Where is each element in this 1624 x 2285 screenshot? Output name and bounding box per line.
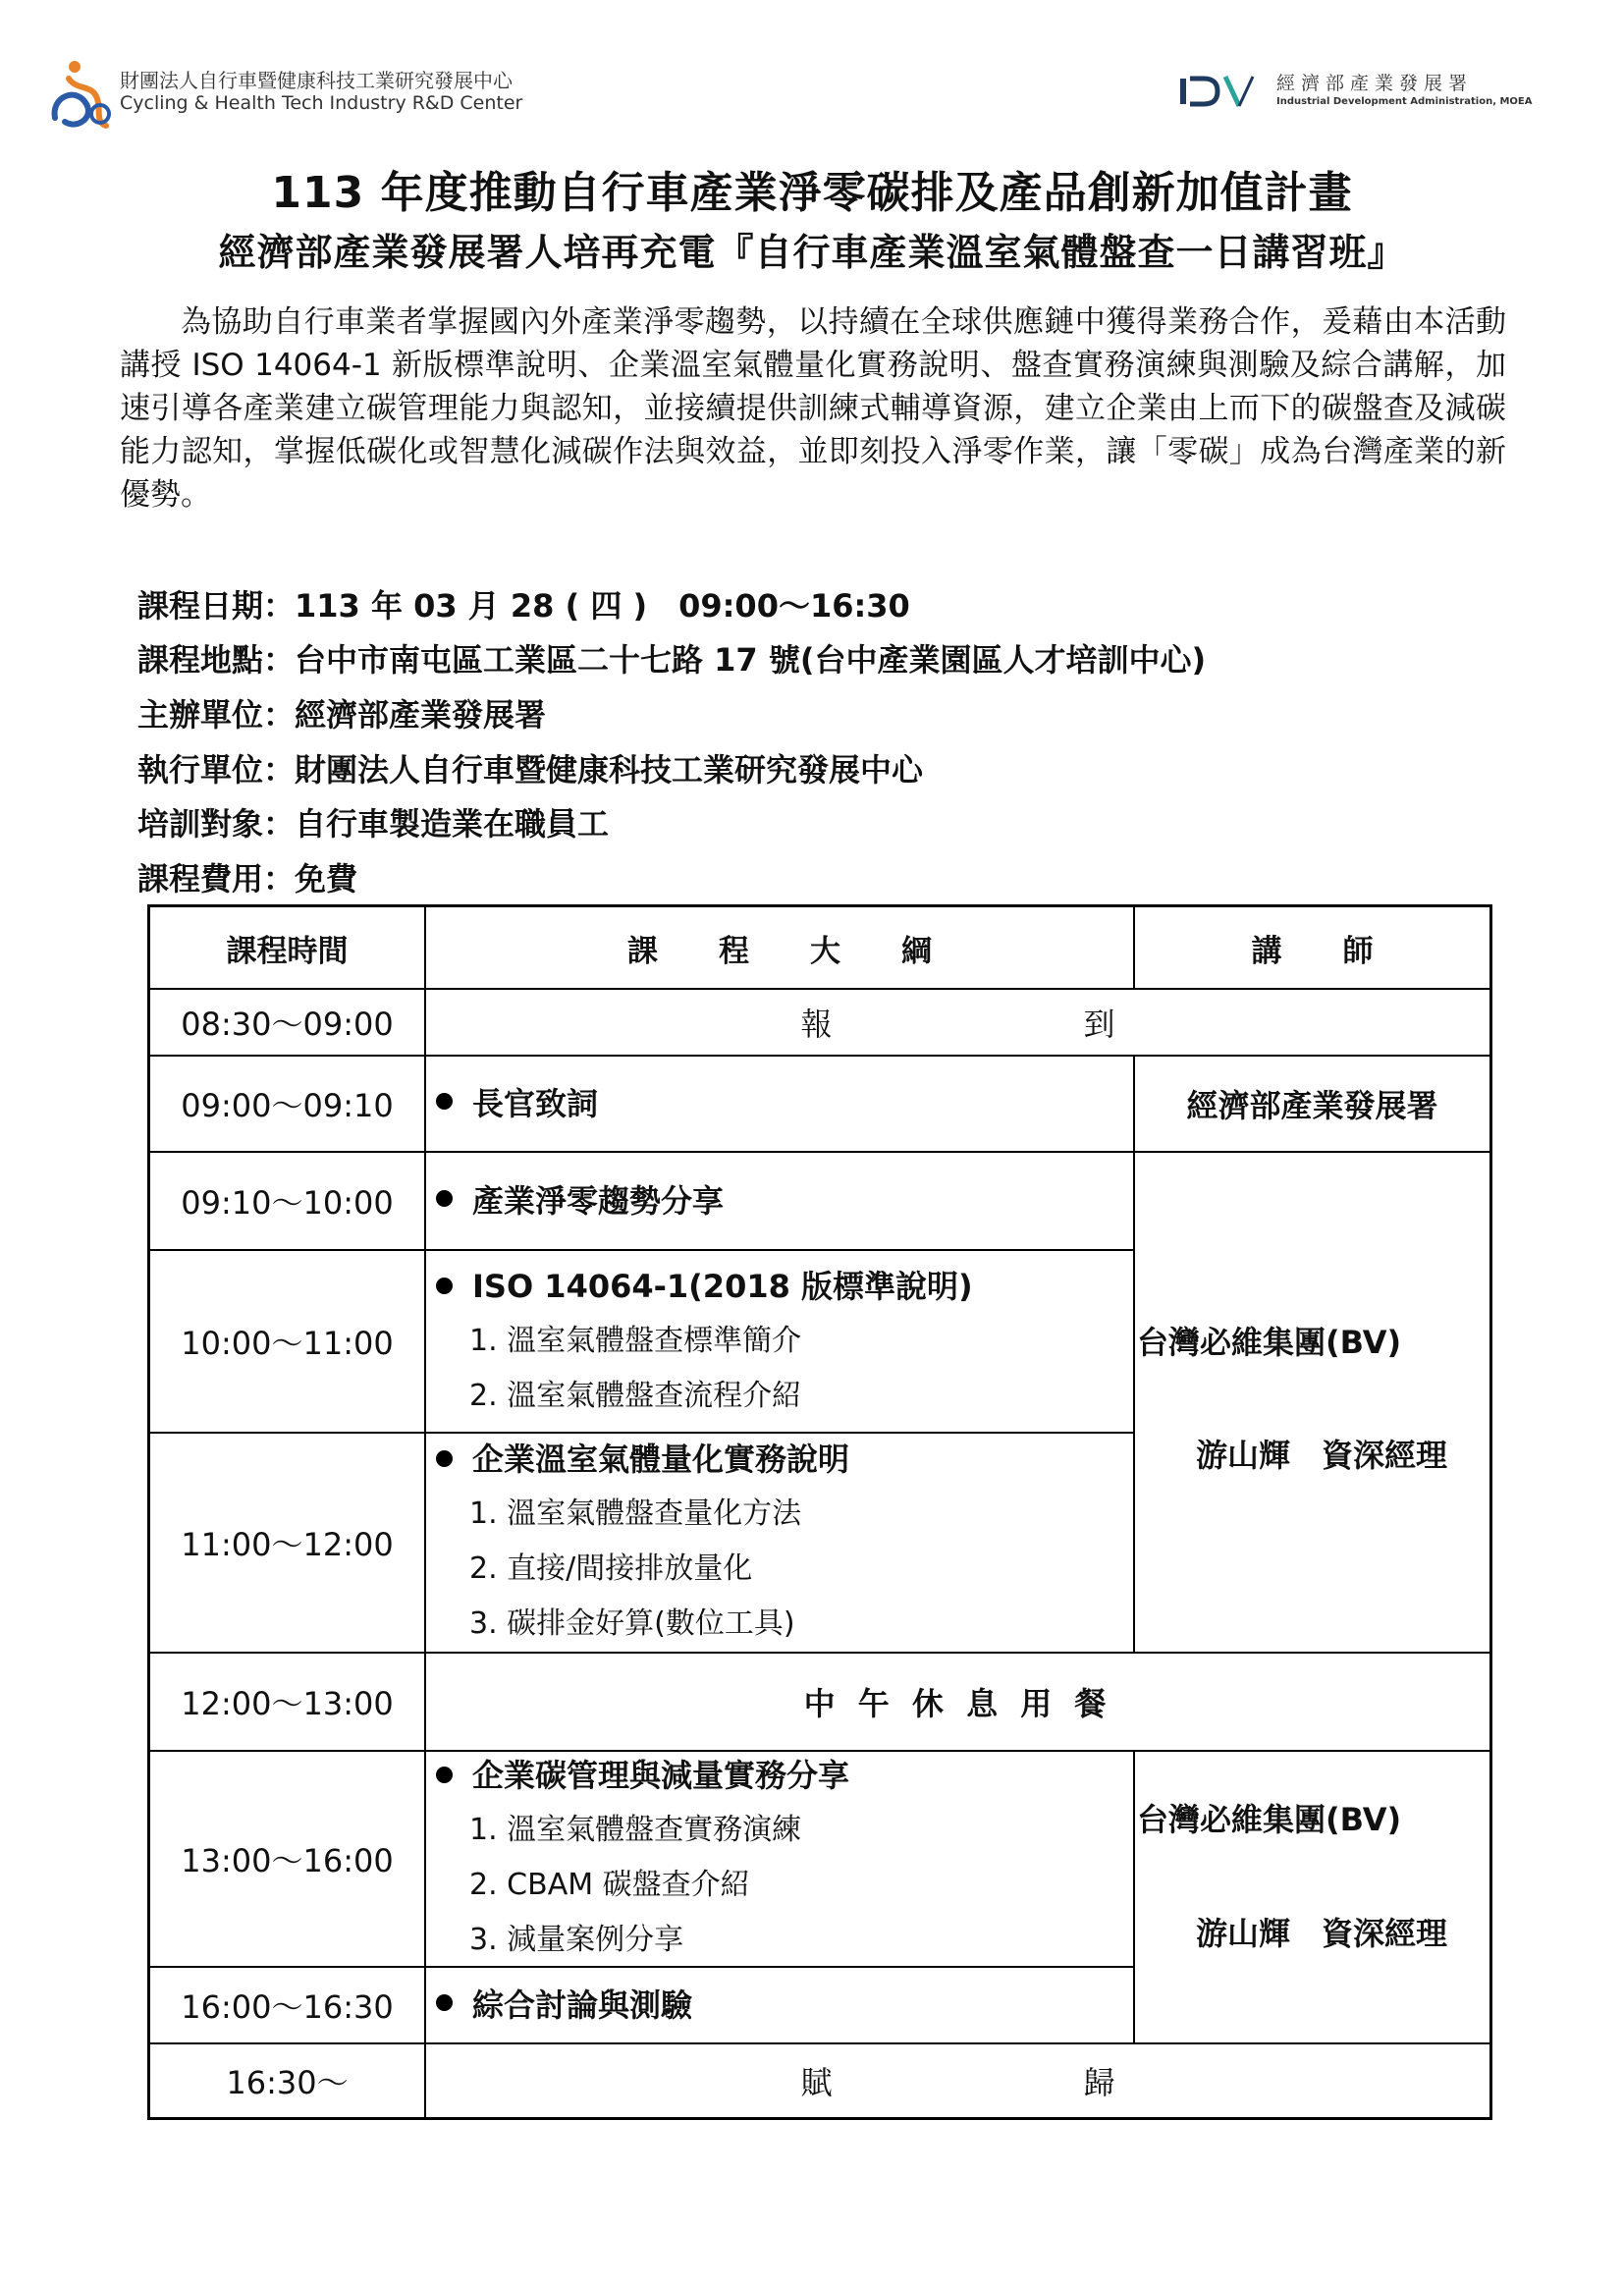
topic-cell bbox=[436, 1057, 1123, 1151]
bullet-icon bbox=[436, 1093, 453, 1110]
instructor-org: 台灣必維集團(BV) bbox=[1137, 1801, 1402, 1838]
topic-title: ISO 14064-1(2018 版標準說明) bbox=[472, 1268, 973, 1305]
topic-subitem: 1. 溫室氣體盤查量化方法 bbox=[469, 1496, 802, 1531]
ida-emblem-icon bbox=[1178, 73, 1257, 112]
header-outline: 課 程 大 綱 bbox=[627, 933, 932, 969]
time-cell: 16:30～ bbox=[226, 2064, 349, 2101]
topic-subitem: 3. 減量案例分享 bbox=[469, 1923, 684, 1957]
page-subtitle: 經濟部產業發展署人培再充電『自行車產業溫室氣體盤查一日講習班』 bbox=[218, 231, 1406, 274]
ida-logo bbox=[1178, 69, 1591, 118]
ida-name-cn: 經濟部產業發展署 bbox=[1276, 73, 1474, 94]
intro-text: 為協助自行車業者掌握國內外產業淨零趨勢，以持續在全球供應鏈中獲得業務合作，爰藉由本活動講授 ISO 14064-1 新版標準說明、企業溫室氣體量化實務說明、盤查實務演練與測驗及綜合講解，加速引導各產業建立碳管理能力與認知，並接續提供訓練式輔導資源，建立企業由上而下的碳盤查及減碳能力認知，掌握低碳化或智慧化減碳作法與效益，並即刻投入淨零作業，讓「零碳」成為台灣產業的新優勢。 bbox=[120, 304, 1506, 513]
course-location: 課程地點：台中市南屯區工業區二十七路 17 號(台中產業園區人才培訓中心) bbox=[137, 641, 1207, 679]
topic-subitem: 1. 溫室氣體盤查標準簡介 bbox=[469, 1324, 802, 1358]
lunch-cell: 中 午 休 息 用 餐 bbox=[803, 1685, 1112, 1722]
cycling-center-logo bbox=[47, 57, 523, 136]
org-name-en: Cycling & Health Tech Industry R&D Center bbox=[120, 92, 523, 114]
table-divider bbox=[424, 907, 426, 2117]
time-cell: 16:00～16:30 bbox=[181, 1988, 394, 2026]
topic-title: 企業碳管理與減量實務分享 bbox=[472, 1757, 850, 1794]
instructor-name: 游山輝 資深經理 bbox=[1196, 1437, 1448, 1474]
topic-title-row bbox=[436, 1259, 1123, 1314]
cycling-center-emblem-icon bbox=[47, 57, 116, 136]
topic-subitem: 3. 碳排金好算(數位工具) bbox=[469, 1606, 795, 1641]
bullet-icon bbox=[436, 1450, 453, 1467]
course-fee: 課程費用：免費 bbox=[137, 860, 358, 898]
topic-cell bbox=[436, 1153, 1123, 1249]
topic-title-row bbox=[436, 1432, 1123, 1487]
bullet-icon bbox=[436, 1994, 453, 2011]
instructor-name: 經濟部產業發展署 bbox=[1186, 1087, 1438, 1124]
instructor-cell bbox=[1135, 1057, 1489, 1151]
topic-subitem: 1. 溫室氣體盤查實務演練 bbox=[469, 1813, 802, 1847]
organizer: 主辦單位：經濟部產業發展署 bbox=[137, 696, 547, 734]
topic-cell bbox=[436, 1432, 1123, 1652]
topic-cell bbox=[436, 1748, 1123, 1968]
topic-title: 長官致詞 bbox=[472, 1085, 599, 1122]
dismissal-cell: 賦 歸 bbox=[800, 2064, 1115, 2101]
time-cell: 11:00～12:00 bbox=[181, 1526, 394, 1563]
ida-name-en: Industrial Development Administration, MOEA bbox=[1276, 96, 1533, 107]
training-target: 培訓對象：自行車製造業在職員工 bbox=[137, 805, 610, 843]
time-cell: 08:30～09:00 bbox=[181, 1006, 394, 1043]
instructor-org: 台灣必維集團(BV) bbox=[1137, 1324, 1402, 1361]
schedule-table bbox=[147, 904, 1492, 2120]
org-name-cn: 財團法人自行車暨健康科技工業研究發展中心 bbox=[120, 69, 513, 92]
topic-cell bbox=[436, 1259, 1123, 1424]
time-cell: 10:00～11:00 bbox=[181, 1325, 394, 1362]
topic-subitem: 2. CBAM 碳盤查介紹 bbox=[469, 1868, 750, 1902]
bullet-icon bbox=[436, 1278, 453, 1294]
time-cell: 09:10～10:00 bbox=[181, 1184, 394, 1222]
topic-title: 企業溫室氣體量化實務說明 bbox=[472, 1441, 850, 1478]
header-time: 課程時間 bbox=[226, 933, 349, 969]
checkin-cell: 報 到 bbox=[800, 1006, 1115, 1043]
time-cell: 13:00～16:00 bbox=[181, 1842, 394, 1879]
topic-title: 綜合討論與測驗 bbox=[472, 1986, 693, 2024]
course-date: 課程日期：113 年 03 月 28 ( 四 ) 09:00～16:30 bbox=[137, 587, 910, 625]
time-cell: 09:00～09:10 bbox=[181, 1087, 394, 1124]
topic-title: 產業淨零趨勢分享 bbox=[472, 1182, 725, 1220]
table-divider bbox=[1133, 1750, 1135, 2042]
bullet-icon bbox=[436, 1190, 453, 1207]
time-cell: 12:00～13:00 bbox=[181, 1685, 394, 1722]
topic-cell bbox=[436, 1968, 1123, 2042]
header-instructor: 講 師 bbox=[1251, 933, 1374, 969]
page-title: 113 年度推動自行車產業淨零碳排及產品創新加值計畫 bbox=[271, 168, 1353, 218]
bullet-icon bbox=[436, 1767, 453, 1783]
instructor-name: 游山輝 資深經理 bbox=[1196, 1915, 1448, 1952]
topic-subitem: 2. 直接/間接排放量化 bbox=[469, 1551, 753, 1586]
intro-paragraph bbox=[120, 300, 1506, 517]
topic-subitem: 2. 溫室氣體盤查流程介紹 bbox=[469, 1379, 802, 1413]
executor: 執行單位：財團法人自行車暨健康科技工業研究發展中心 bbox=[137, 751, 924, 789]
topic-title-row bbox=[436, 1748, 1123, 1803]
